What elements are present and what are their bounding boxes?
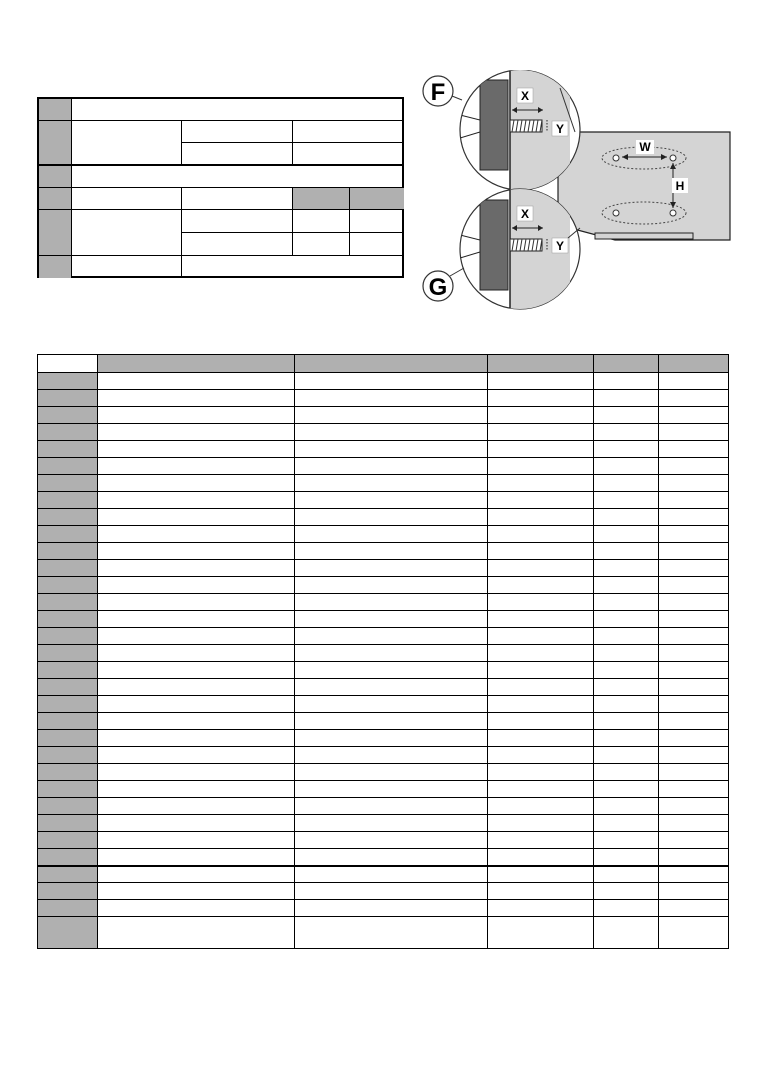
table-row-divider xyxy=(38,899,728,900)
table-row-divider xyxy=(38,814,728,815)
table-row-divider xyxy=(38,746,728,747)
table-row-divider xyxy=(38,610,728,611)
table-row-divider xyxy=(38,474,728,475)
table-row-divider xyxy=(38,678,728,679)
row-key-column xyxy=(38,355,97,948)
table-row-divider xyxy=(38,576,728,577)
table-row-divider xyxy=(38,780,728,781)
callout-f-label: F xyxy=(430,79,446,106)
table-row-divider xyxy=(38,542,728,543)
table-row-divider xyxy=(38,831,728,832)
table-row-divider xyxy=(38,848,728,849)
table-column-divider xyxy=(593,355,594,948)
table-row-divider xyxy=(38,406,728,407)
callout-f xyxy=(423,76,462,106)
table-row-divider xyxy=(38,423,728,424)
height-label: H xyxy=(675,179,685,193)
y-label: Y xyxy=(555,239,565,253)
data-table xyxy=(37,354,729,949)
table-row-divider xyxy=(38,593,728,594)
table-row-divider xyxy=(38,389,728,390)
spec-header-cell xyxy=(293,188,349,209)
table-row-divider xyxy=(38,916,728,917)
spec-table xyxy=(37,97,404,278)
width-label: W xyxy=(639,140,651,154)
callout-g-label: G xyxy=(428,274,448,301)
y-label: Y xyxy=(555,122,565,136)
spec-key-cell xyxy=(39,99,71,120)
spec-key-cell xyxy=(39,166,71,187)
table-row-divider xyxy=(38,491,728,492)
table-row-divider xyxy=(38,440,728,441)
spec-key-cell xyxy=(39,256,71,278)
spec-key-cell xyxy=(39,121,71,164)
table-row-divider xyxy=(38,865,728,867)
table-row-divider xyxy=(38,882,728,883)
table-row-divider xyxy=(38,457,728,458)
table-row-divider xyxy=(38,525,728,526)
table-column-divider xyxy=(97,355,98,948)
table-header-row xyxy=(97,355,728,372)
table-row-divider xyxy=(38,712,728,713)
x-label: X xyxy=(520,207,530,221)
table-row-divider xyxy=(38,372,728,373)
table-row-divider xyxy=(38,729,728,730)
table-row-divider xyxy=(38,644,728,645)
screw-detail-bottom xyxy=(460,189,580,309)
table-row-divider xyxy=(38,559,728,560)
table-row-divider xyxy=(38,627,728,628)
table-row-divider xyxy=(38,508,728,509)
wall-mount-diagram xyxy=(420,70,735,310)
x-label: X xyxy=(520,89,530,103)
table-corner-cell xyxy=(38,355,97,372)
screw-detail-top xyxy=(460,70,580,190)
table-column-divider xyxy=(658,355,659,948)
table-column-divider xyxy=(294,355,295,948)
table-row-divider xyxy=(38,695,728,696)
table-row-divider xyxy=(38,797,728,798)
spec-key-cell xyxy=(39,188,71,209)
table-row-divider xyxy=(38,763,728,764)
spec-key-cell xyxy=(39,210,71,255)
table-column-divider xyxy=(487,355,488,948)
tv-back-panel xyxy=(558,132,730,240)
table-row-divider xyxy=(38,661,728,662)
spec-header-cell xyxy=(350,188,404,209)
callout-g xyxy=(423,268,464,301)
